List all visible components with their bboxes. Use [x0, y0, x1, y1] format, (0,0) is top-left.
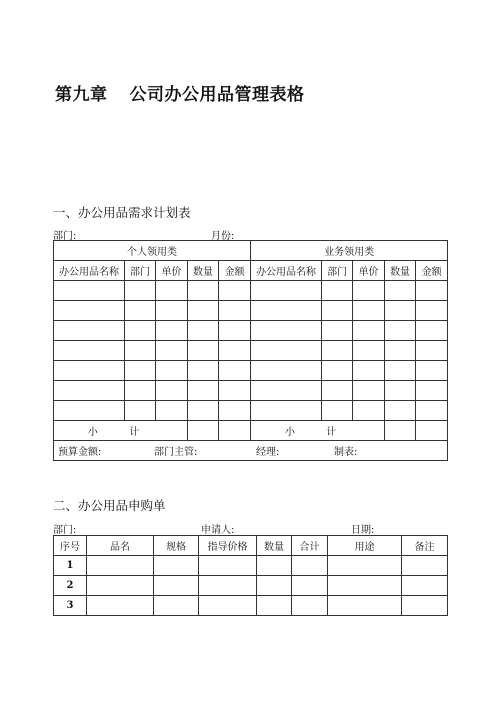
- row-number: 1: [54, 556, 87, 576]
- table-row: [54, 321, 448, 341]
- table-row: [54, 281, 448, 301]
- section1-dept-label: 部门:: [53, 231, 77, 242]
- col-amount: 金额: [219, 261, 251, 281]
- col-quantity: 数量: [257, 536, 292, 556]
- chapter-name: 公司办公用品管理表格: [129, 85, 305, 105]
- col-seq: 序号: [54, 536, 87, 556]
- col-guide-price: 指导价格: [199, 536, 257, 556]
- table-row: [54, 361, 448, 381]
- col-total: 合计: [292, 536, 328, 556]
- table-row: [54, 576, 448, 596]
- chapter-label: 第九章: [55, 85, 108, 105]
- col-amount: 金额: [416, 261, 448, 281]
- col-spec: 规格: [154, 536, 199, 556]
- section2-applicant-label: 申请人:: [201, 525, 235, 536]
- column-header-row: [54, 536, 448, 556]
- purchase-request-table: [53, 535, 448, 616]
- col-unit-price: 单价: [353, 261, 385, 281]
- col-item-name: 办公用品名称: [251, 261, 322, 281]
- col-item-name: 办公用品名称: [54, 261, 125, 281]
- subtotal-personal: [54, 421, 188, 441]
- col-purpose: 用途: [328, 536, 402, 556]
- group-business: 业务领用类: [251, 241, 448, 261]
- section1-month-label: 月份:: [211, 231, 235, 242]
- demand-plan-table: [53, 240, 448, 461]
- col-dept: 部门: [322, 261, 353, 281]
- table-row: [54, 381, 448, 401]
- section2-title: 二、办公用品申购单: [53, 498, 166, 513]
- group-personal: 个人领用类: [54, 241, 251, 261]
- col-quantity: 数量: [385, 261, 416, 281]
- subtotal-label: 小 计: [87, 427, 154, 438]
- section2-dept-label: 部门:: [53, 525, 77, 536]
- dept-head-label: 部门主管:: [154, 447, 198, 458]
- group-header-row: [54, 241, 448, 261]
- row-number: 2: [54, 576, 87, 596]
- manager-label: 经理:: [256, 447, 280, 458]
- subtotal-label: 小 计: [284, 427, 351, 438]
- col-quantity: 数量: [188, 261, 219, 281]
- footer-row: [54, 441, 448, 461]
- table-row: [54, 556, 448, 576]
- col-unit-price: 单价: [156, 261, 188, 281]
- table-row: [54, 596, 448, 616]
- section1-title: 一、办公用品需求计划表: [53, 205, 191, 220]
- col-product-name: 品名: [87, 536, 154, 556]
- section2-date-label: 日期:: [351, 525, 375, 536]
- column-header-row: [54, 261, 448, 281]
- subtotal-row: [54, 421, 448, 441]
- table-row: [54, 301, 448, 321]
- col-dept: 部门: [125, 261, 156, 281]
- row-number: 3: [54, 596, 87, 616]
- page-title: [55, 80, 305, 105]
- table-row: [54, 401, 448, 421]
- table-row: [54, 341, 448, 361]
- subtotal-business: [251, 421, 385, 441]
- maker-label: 制表:: [334, 447, 358, 458]
- col-remarks: 备注: [402, 536, 448, 556]
- budget-label: 预算金额:: [58, 447, 102, 458]
